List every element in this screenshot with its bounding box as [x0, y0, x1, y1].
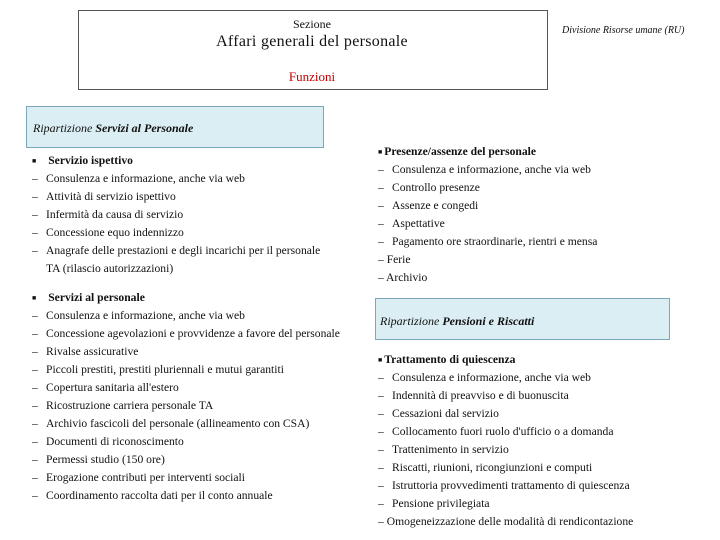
- function-list: [378, 369, 708, 531]
- list-item: – Assenze e congedi: [378, 199, 479, 213]
- list-item: – Collocamento fuori ruolo d'ufficio o a domanda: [378, 425, 614, 439]
- list-item: – Rivalse assicurative: [32, 345, 139, 359]
- list-item: – Archivio fascicoli del personale (allineamento con CSA): [32, 417, 310, 431]
- list-item: – Pagamento ore straordinarie, rientri e mensa: [378, 235, 598, 249]
- servizio-ispettivo-block: [32, 152, 332, 278]
- list-item: – Cessazioni dal servizio: [378, 407, 499, 421]
- function-list: [32, 307, 352, 505]
- block-title: ■ Presenze/assenze del personale: [378, 143, 678, 161]
- block-title: ■ Servizio ispettivo: [32, 152, 332, 170]
- square-bullet-icon: ■: [378, 356, 383, 365]
- list-item: – Permessi studio (150 ore): [32, 453, 165, 467]
- list-item: – Istruttoria provvedimenti trattamento di quiescenza: [378, 479, 630, 493]
- list-item: – Ricostruzione carriera personale TA: [32, 399, 214, 413]
- list-item: – Infermità da causa di servizio: [32, 208, 184, 222]
- list-item: – Concessione equo indennizzo: [32, 226, 184, 240]
- list-item: – Attività di servizio ispettivo: [32, 190, 176, 204]
- ripartizione-prefix: Ripartizione: [380, 314, 440, 328]
- list-item: – Anagrafe delle prestazioni e degli incarichi per il personale TA (rilascio autorizzazioni): [32, 244, 321, 276]
- list-item: – Trattenimento in servizio: [378, 443, 509, 457]
- list-item: – Riscatti, riunioni, ricongiunzioni e computi: [378, 461, 593, 475]
- division-label: Divisione Risorse umane (RU): [562, 25, 685, 36]
- ripartizione-name: Pensioni e Riscatti: [442, 314, 535, 328]
- ripartizione-pensioni-riscatti-box: [375, 298, 670, 340]
- list-item: – Consulenza e informazione, anche via web: [32, 172, 245, 186]
- functions-label: Funzioni: [288, 69, 336, 84]
- square-bullet-icon: ■: [32, 294, 37, 303]
- ripartizione-servizi-personale-box: [26, 106, 324, 148]
- list-item: – Controllo presenze: [378, 181, 480, 195]
- list-item: – Piccoli prestiti, prestiti pluriennali e mutui garantiti: [32, 363, 284, 377]
- servizi-al-personale-block: [32, 289, 352, 505]
- section-header-box: [78, 10, 548, 90]
- list-item: – Aspettative: [378, 217, 445, 231]
- section-label: Sezione: [293, 17, 331, 31]
- block-title: ■ Trattamento di quiescenza: [378, 351, 708, 369]
- list-item: – Consulenza e informazione, anche via web: [378, 163, 591, 177]
- list-item: – Copertura sanitaria all'estero: [32, 381, 179, 395]
- square-bullet-icon: ■: [32, 157, 37, 166]
- list-item: – Omogeneizzazione delle modalità di rendicontazione: [378, 515, 634, 529]
- ripartizione-prefix: Ripartizione: [33, 121, 93, 135]
- list-item: – Pensione privilegiata: [378, 497, 490, 511]
- list-item: – Erogazione contributi per interventi sociali: [32, 471, 245, 485]
- square-bullet-icon: ■: [378, 148, 383, 157]
- block-title: ■ Servizi al personale: [32, 289, 352, 307]
- function-list: [32, 170, 332, 278]
- list-item: – Concessione agevolazioni e provvidenze a favore del personale: [32, 327, 340, 341]
- list-item: – Documenti di riconoscimento: [32, 435, 184, 449]
- trattamento-quiescenza-block: [378, 351, 708, 531]
- list-item: – Coordinamento raccolta dati per il conto annuale: [32, 489, 273, 503]
- presenze-assenze-block: [378, 143, 678, 287]
- function-list: [378, 161, 678, 287]
- section-title: Affari generali del personale: [216, 33, 408, 50]
- ripartizione-name: Servizi al Personale: [95, 121, 194, 135]
- list-item: – Consulenza e informazione, anche via web: [32, 309, 245, 323]
- list-item: – Ferie: [378, 253, 411, 267]
- list-item: – Indennità di preavviso e di buonuscita: [378, 389, 569, 403]
- list-item: – Archivio: [378, 271, 428, 285]
- list-item: – Consulenza e informazione, anche via web: [378, 371, 591, 385]
